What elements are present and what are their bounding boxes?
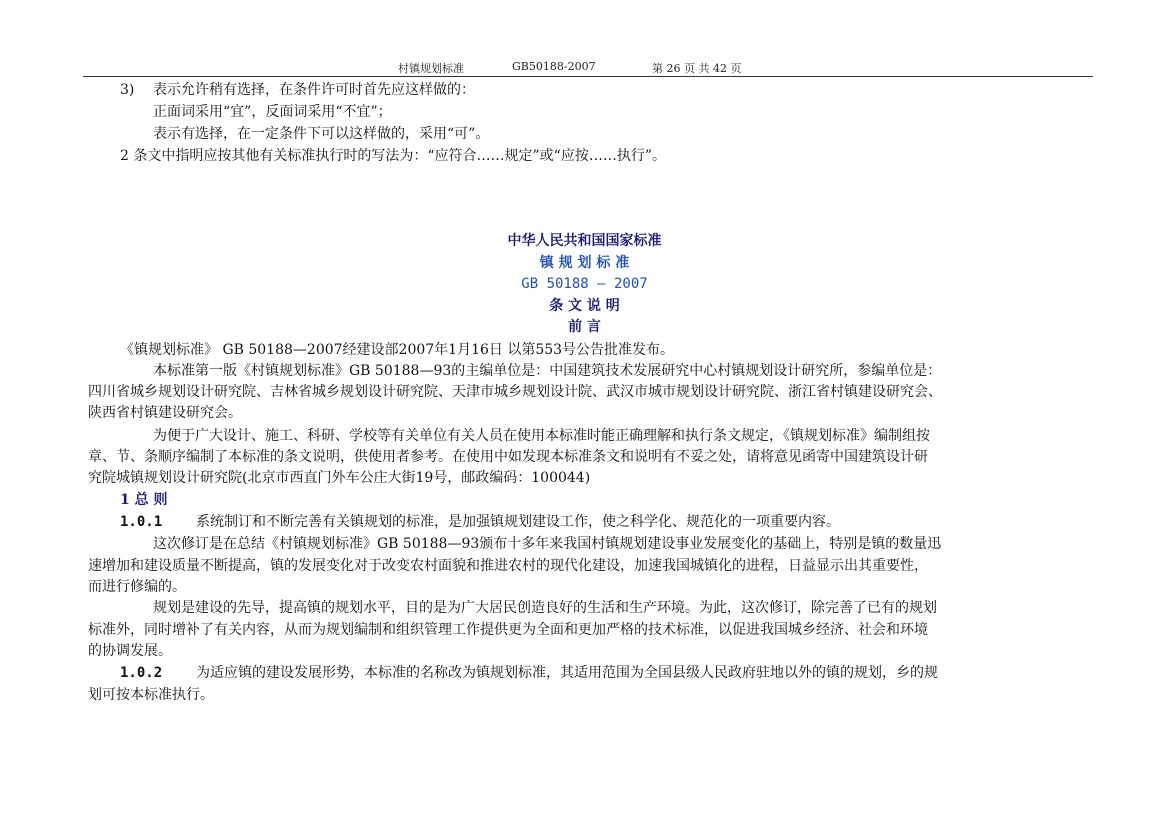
title-national-standard: 中华人民共和国国家标准 [507,233,662,249]
header-standard-code: GB50188-2007 [512,60,596,73]
preface-paragraph-3-line-3: 究院城镇规划设计研究院(北京市西直门外车公庄大街19号，邮政编码：100044) [88,470,591,486]
clause-1-0-1-para-2-line-2: 速增加和建设质量不断提高，镇的发展变化对于改变农村面貌和推进农村的现代化建设，加速我国城镇化的进程，日益显示出其重要性， [88,558,928,574]
clause-1-0-2-text: 为适应镇的建设发展形势，本标准的名称改为镇规划标准，其适用范围为全国县级人民政府驻地以外的镇的规划，乡的规 [196,665,938,681]
item3-positive-negative: 正面词采用“宜”，反面词采用“不宜”； [153,104,392,120]
clause-1-0-1-text: 系统制订和不断完善有关镇规划的标准，是加强镇规划建设工作，使之科学化、规范化的一项重要内容。 [196,514,840,530]
item3-text: 表示允许稍有选择，在条件许可时首先应这样做的： [153,82,475,98]
header-doc-name: 村镇规划标准 [398,62,464,75]
title-standard-name: 镇 规 划 标 准 [539,255,630,271]
header-rule [83,76,1093,77]
preface-paragraph-1: 《镇规划标准》 GB 50188—2007经建设部2007年1月16日 以第553号公告批准发布。 [120,342,675,358]
clause-1-0-1-para-2-line-1: 这次修订是在总结《村镇规划标准》GB 50188—93颁布十多年来我国村镇规划建设事业发展变化的基础上，特别是镇的数量迅 [153,536,942,552]
clause-1-0-1-para-2-line-3: 而进行修编的。 [88,579,186,595]
title-explanation: 条 文 说 明 [549,298,620,314]
preface-paragraph-3-line-1: 为便于广大设计、施工、科研、学校等有关单位有关人员在使用本标准时能正确理解和执行条文规定，《镇规划标准》编制组按 [153,428,930,444]
clause-1-0-1-para-3-line-2: 标准外，同时增补了有关内容，从而为规划编制和组织管理工作提供更为全面和更加严格的技术标准，以促进我国城乡经济、社会和环境 [88,622,928,638]
preface-paragraph-3-line-2: 章、节、条顺序编制了本标准的条文说明，供使用者参考。在使用中如发现本标准条文和说明有不妥之处，请将意见函寄中国建筑设计研 [88,449,928,465]
preface-paragraph-2-line-3: 陕西省村镇建设研究会。 [88,405,242,421]
chapter-1-heading: 1 总 则 [120,492,168,508]
preface-paragraph-2-line-2: 四川省城乡规划设计研究院、吉林省城乡规划设计研究院、天津市城乡规划设计院、武汉市城市规划设计研究院、浙江省村镇建设研究会、 [88,384,942,400]
preface-paragraph-2-line-1: 本标准第一版《村镇规划标准》GB 50188—93的主编单位是：中国建筑技术发展研究中心村镇规划设计研究所，参编单位是： [153,363,942,379]
clause-1-0-2-number: 1.0.2 [120,665,163,681]
clause-1-0-1-number: 1.0.1 [120,514,163,530]
item3-label: 3) [120,82,135,98]
item2-text: 2 条文中指明应按其他有关标准执行时的写法为：“应符合……规定”或“应按……执行”。 [120,148,666,164]
title-standard-code: GB 50188 — 2007 [521,276,648,292]
item3-optional: 表示有选择，在一定条件下可以这样做的，采用“可”。 [153,126,490,142]
title-preface: 前 言 [568,319,601,335]
clause-1-0-2-line-2: 划可按本标准执行。 [88,687,214,703]
clause-1-0-1-para-3-line-1: 规划是建设的先导，提高镇的规划水平，目的是为广大居民创造良好的生活和生产环境。为此，这次修订，除完善了已有的规划 [153,600,937,616]
header-page-info: 第 26 页 共 42 页 [652,62,742,75]
clause-1-0-1-para-3-line-3: 的协调发展。 [88,643,172,659]
